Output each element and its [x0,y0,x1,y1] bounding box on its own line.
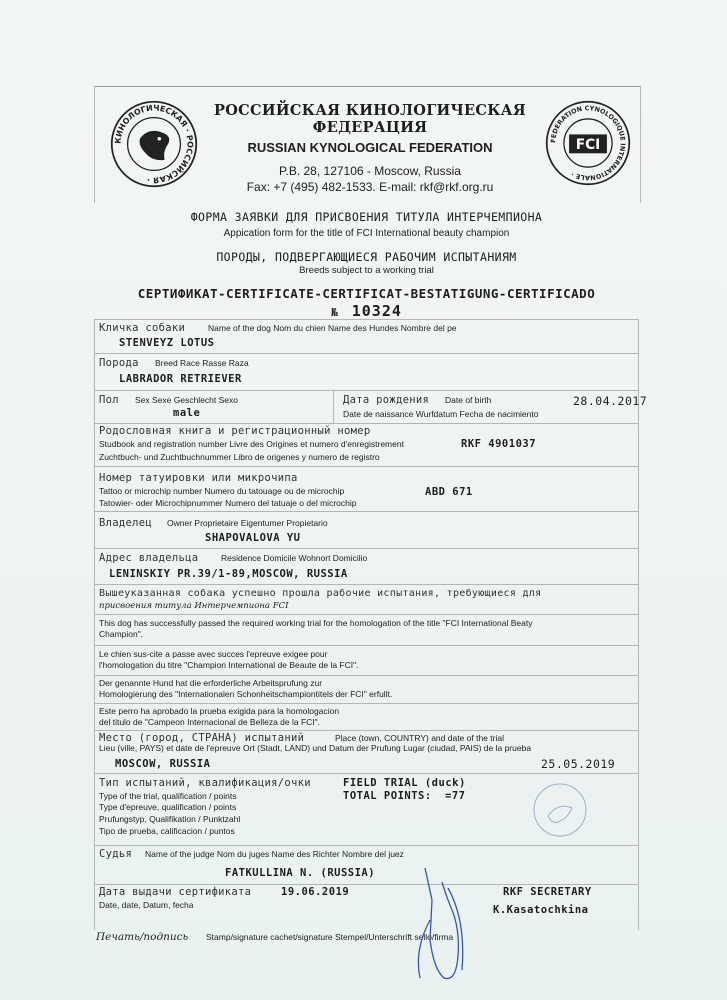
statement-fr: Le chien sus-cite a passe avec succes l'epreuve exigee pour l'homologation du titre "Champion International de Beaute de la FCI". [99,649,359,670]
tattoo-label-1: Tattoo or microchip number Numero du tatouage ou de microchip [99,486,345,496]
tattoo-label-ru: Номер татуировки или микрочипа [99,472,298,484]
certificate-number [94,301,639,320]
statement-en: This dog has successfully passed the required working trial for the homologation of the title "FCI International Beaty Champion". [99,618,533,639]
owner-label: Owner Proprietaire Eigentumer Propietario [167,518,328,528]
issue-date-label: Date, date, Datum, fecha [99,900,194,910]
breeds-title-en: Breeds subject to a working trial [299,265,434,276]
number-symbol: № [331,306,338,319]
row-statement-ru [95,584,638,615]
name-label: Name of the dog Nom du chien Name des Hundes Nombre del pe [208,323,457,333]
judge-stamp-icon [530,780,590,840]
name-label-ru: Кличка собаки [99,322,186,334]
points-label: TOTAL POINTS: [343,790,432,802]
judge-label-ru: Судья [99,848,133,860]
address-value: LENINSKIY PR.39/1-89,MOSCOW, RUSSIA [109,568,348,580]
stamp-label-ru: Печать/подпись [96,931,189,943]
type-label-1: Type of the trial, qualification / points [99,791,237,801]
rkf-seal-text: КИНОЛОГИЧЕСКАЯ · РОССИЙСКАЯ · [113,103,195,185]
breeds-title-ru: ПОРОДЫ, ПОДВЕРГАЮЩИЕСЯ РАБОЧИМ ИСПЫТАНИЯМ [216,250,517,264]
stamp-label: Stamp/signature cachet/signature Stempel/Unterschrift sello/firma [206,932,454,942]
breed-label-ru: Порода [99,357,139,369]
row-sex-dob [95,390,648,424]
row-trial-place [95,730,638,774]
studbook-label-2: Zuchtbuch- und Zuchtbuchnummer Libro de origenes y numero de registro [99,452,380,462]
place-value: MOSCOW, RUSSIA [115,758,211,770]
number-value: 10324 [351,302,402,320]
sex-label-ru: Пол [99,394,119,406]
fci-seal-center: FCI [575,137,601,154]
issue-date-value: 19.06.2019 [281,886,350,898]
secretary-name: K.Kasatochkina [493,904,589,916]
address-label-ru: Адрес владельца [99,552,199,564]
row-statement-es [95,703,638,731]
type-label-2: Type d'epreuve, qualification / points [99,802,237,812]
dog-name-value: STENVEYZ LOTUS [119,337,215,349]
sex-value: male [173,407,201,419]
judge-value: FATKULLINA N. (RUSSIA) [225,867,376,879]
place-label-2: Lieu (ville, PAYS) et date de l'epreuve Ort (Stadt, LAND) und Datum der Prufung Lugar (ciudad, PAIS) de la prueba [99,743,532,753]
tattoo-value: ABD 671 [425,486,473,498]
row-dog-name [95,320,638,354]
sex-dob-divider [333,390,334,423]
place-label-1: Place (town, COUNTRY) and date of the trial [335,733,504,743]
certificate-title: СЕРТИФИКАТ-CERTIFICATE-CERTIFICAT-BESTATIGUNG-CERTIFICADO [137,286,596,301]
row-owner-address [95,548,638,585]
fci-seal-text: FEDERATION CYNOLOGIQUE INTERNATIONALE · [549,104,627,182]
studbook-value: RKF 4901037 [461,438,537,450]
address-label: Residence Domicile Wohnort Domicilio [221,553,368,563]
dob-label-2: Date de naissance Wurfdatum Fecha de nacimiento [343,409,539,419]
form-title-en: Appication form for the title of FCI International beauty champion [223,228,510,239]
row-statement-de [95,675,638,704]
org-title-ru: РОССИЙСКАЯ КИНОЛОГИЧЕСКАЯ ФЕДЕРАЦИЯ [214,102,526,136]
dob-label: Date of birth [445,395,492,405]
type-label-3: Prufungstyp, Qualifikation / Punktzahl [99,814,241,824]
tattoo-label-2: Tatowier- oder Microchipnummer Numero del tatuaje o del microchip [99,498,357,508]
dob-value: 28.04.2017 [573,394,648,408]
rkf-seal-icon [110,100,198,188]
dob-label-ru: Дата рождения [343,394,430,406]
owner-label-ru: Владелец [99,517,152,529]
place-label-ru: Место (город, СТРАНА) испытаний [99,732,305,744]
secretary-signature-icon [400,860,500,990]
type-label-ru: Тип испытаний, квалификация/очки [99,777,311,789]
owner-value: SHAPOVALOVA YU [205,532,301,544]
secretary-title: RKF SECRETARY [503,886,592,898]
form-title-ru: ФОРМА ЗАЯВКИ ДЛЯ ПРИСВОЕНИЯ ТИТУЛА ИНТЕРЧЕМПИОНА [190,210,543,224]
statement-ru-2: присвоения титула Интерчемпиона FCI [99,601,289,611]
row-tattoo [95,466,638,512]
type-value: FIELD TRIAL (duck) [343,777,466,789]
statement-ru-1: Вышеуказанная собака успешно прошла рабочие испытания, требующиеся для [99,588,542,599]
sex-label: Sex Sexe Geschlecht Sexo [135,395,239,405]
points-value: =77 [445,790,466,802]
org-title-en: RUSSIAN KYNOLOGICAL FEDERATION [247,140,493,155]
row-breed [95,353,638,391]
breed-value: LABRADOR RETRIEVER [119,373,242,385]
row-issue [95,886,638,930]
statement-de: Der genannte Hund hat die erforderliche Arbeitsprufung zur Homologierung des "Internationalen Schonheitschampiontitels der FCI" erfullt. [99,678,393,699]
judge-label: Name of the judge Nom du juges Name des Richter Nombre del juez [145,849,404,859]
studbook-label-1: Studbook and registration number Livre des Origines et numero d'enregistrement [99,439,404,449]
studbook-label-ru: Родословная книга и регистрационный номер [99,425,371,437]
issue-date-label-ru: Дата выдачи сертификата [99,886,252,898]
breed-label: Breed Race Rasse Raza [155,358,249,368]
type-label-4: Tipo de prueba, calificacion / puntos [99,826,235,836]
statement-es: Este perro ha aprobado la prueba exigida para la homologacion del titulo de "Campeon Internacional de Belleza de la FCI". [99,706,340,727]
org-address: P.B. 28, 127106 - Moscow, Russia Fax: +7 (495) 482-1533. E-mail: rkf@rkf.org.ru [246,164,494,194]
row-statement-en [95,614,638,646]
fci-seal-icon [545,100,631,186]
row-owner [95,511,638,549]
row-studbook [95,423,638,467]
row-judge [95,845,638,885]
trial-date-value: 25.05.2019 [541,757,616,771]
row-statement-fr [95,645,638,676]
